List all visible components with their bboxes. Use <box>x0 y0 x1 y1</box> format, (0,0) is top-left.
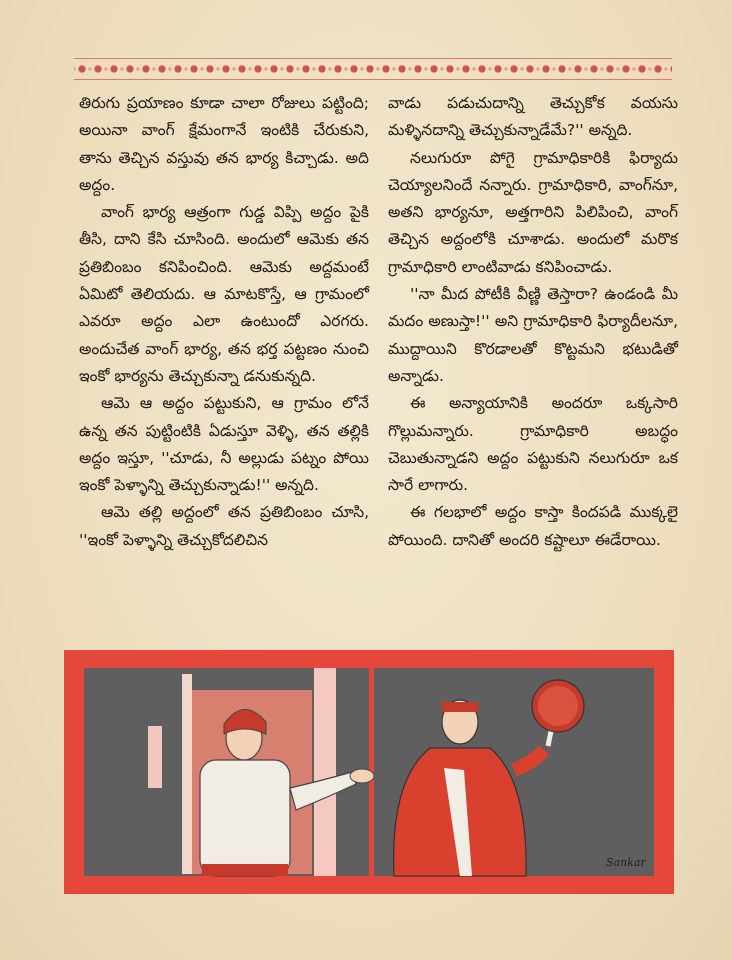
paragraph: వాడు పడుచుదాన్ని తెచ్చుకోక వయసు మళ్ళినదాన్ని తెచ్చుకున్నాడేమే?'' అన్నది. <box>388 94 678 140</box>
door-frame <box>182 674 192 874</box>
mirror-glass <box>538 686 578 726</box>
paragraph: ఆమె తల్లి అద్దంలో తన ప్రతిబింబం చూసి, ''ఇంకో పెళ్ళాన్ని తెచ్చుకోదలిచిన <box>79 503 369 549</box>
paragraph: తిరుగు ప్రయాణం కూడా చాలా రోజులు పట్టింది; అయినా వాంగ్ క్షేమంగానే ఇంటికి చేరుకుని, తాను తెచ్చిన వస్తువు తన భార్య కిచ్చాడు. అది అద్దం. <box>79 94 369 194</box>
illustration-art <box>64 650 674 894</box>
paragraph: వాంగ్ భార్య ఆత్రంగా గుడ్డ విప్పి అద్దం పైకి తీసి, దాని కేసి చూసింది. అందులో ఆమెకు తన ప్రతిబింబం కనిపించింది. ఆమెకు అద్దమంటే ఏమిటో తెలియదు. ఆ మాటకొస్తే, ఆ గ్రామంలో ఎవరూ అద్దం ఎలా ఉంటుందో ఎరగరు. అందుచేత వాంగ్ భార్య, తన భర్త పట్టణం నుంచి ఇంకో భార్యను తెచ్చుకున్నా డనుకున్నది. <box>79 203 369 385</box>
paragraph: నలుగురూ పోగై గ్రామాధికారికి ఫిర్యాదు చెయ్యాలనిందే నన్నారు. గ్రామాధికారి, వాంగ్‌నూ, అతని భార్యనూ, అత్తగారిని పిలిపించి, వాంగ్ తెచ్చిన అద్దంలోకి చూశాడు. అందులో మరొక గ్రామాధికారి లాంటివాడు కనిపించాడు. <box>388 148 678 276</box>
paragraph: ఆమె ఆ అద్దం పట్టుకుని, ఆ గ్రామం లోనే ఉన్న తన పుట్టింటికి ఏడుస్తూ వెళ్ళి, తన తల్లికి అద్దం ఇస్తూ, ''చూడు, నీ అల్లుడు పట్నం పోయి ఇంకో పెళ్ళాన్ని తెచ్చుకున్నాడు!'' అన్నది. <box>79 394 369 495</box>
window <box>148 726 162 788</box>
story-illustration <box>64 650 674 894</box>
artist-signature: Sankar <box>606 856 646 869</box>
door-post <box>314 668 336 876</box>
text-column-left <box>79 90 369 554</box>
text-column-right <box>388 90 678 554</box>
paragraph: ''నా మీద పోటీకి వీణ్ణి తెస్తారా? ఉండండి మీ మదం అణుస్తా!'' అని గ్రామాధికారి ఫిర్యాదీలనూ, ముద్దాయిని కొరడాలతో కొట్టమని భటుడితో అన్నాడు. <box>388 285 678 385</box>
decorative-border <box>74 58 672 80</box>
paragraph: ఈ గలభాలో అద్దం కాస్తా కిందపడి ముక్కలై పోయింది. దానితో అందరి కష్టాలూ ఈడేరాయి. <box>388 503 678 549</box>
paragraph: ఈ అన్యాయానికి అందరూ ఒక్కసారి గొల్లుమన్నారు. గ్రామాధికారి అబద్ధం చెబుతున్నాడని అద్దం పట్టుకుని నలుగురూ ఒక సారే లాగారు. <box>388 394 678 495</box>
